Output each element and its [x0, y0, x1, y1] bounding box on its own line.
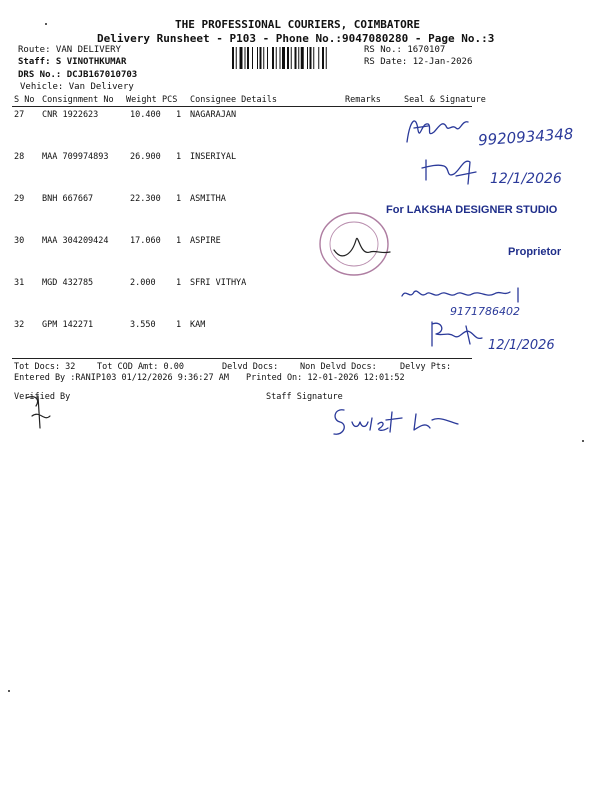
stray-dot [8, 690, 10, 692]
totals-rule [12, 358, 472, 359]
cell-consignee: ASMITHA [190, 194, 226, 204]
cell-weight: 10.400 [130, 110, 161, 120]
drs-number: DRS No.: DCJB167010703 [18, 70, 138, 80]
cell-consignment: MAA 709974893 [42, 152, 109, 162]
cell-pcs: 1 [176, 278, 182, 288]
col-header-seal: Seal & Signature [404, 95, 486, 105]
cell-consignment: GPM 142271 [42, 320, 94, 330]
cell-weight: 22.300 [130, 194, 161, 204]
handwritten-phone-row31: 9171786402 [450, 305, 520, 318]
handwritten-date-row28: 12/1/2026 [490, 171, 562, 187]
cell-sno: 30 [14, 236, 25, 246]
cell-weight: 26.900 [130, 152, 161, 162]
cell-weight: 17.060 [130, 236, 161, 246]
cell-consignee: NAGARAJAN [190, 110, 237, 120]
cell-pcs: 1 [176, 320, 182, 330]
col-header-consignment: Consignment No [42, 95, 114, 105]
header-rule [12, 106, 472, 107]
total-docs: Tot Docs: 32 [14, 362, 76, 372]
cell-weight: 3.550 [130, 320, 156, 330]
stray-dot [45, 23, 47, 25]
cell-consignee: INSERIYAL [190, 152, 237, 162]
handwritten-signature-row27 [402, 110, 482, 150]
handwritten-phone-row27: 9920934348 [477, 124, 574, 150]
staff-label: Staff: S VINOTHKUMAR [18, 57, 127, 67]
stray-dot [582, 440, 584, 442]
route-label: Route: VAN DELIVERY [18, 45, 121, 55]
cell-weight: 2.000 [130, 278, 156, 288]
verified-by-label: Verified By [14, 392, 71, 402]
printed-on: Printed On: 12-01-2026 12:01:52 [246, 373, 405, 383]
stamp-proprietor: Proprietor [508, 246, 562, 258]
cell-sno: 28 [14, 152, 25, 162]
cell-consignment: MGD 432785 [42, 278, 94, 288]
cell-pcs: 1 [176, 194, 182, 204]
col-header-sno: S No [14, 95, 35, 105]
handwritten-signature-row31 [400, 284, 540, 306]
handwritten-signature-row32 [428, 318, 488, 350]
cell-consignment: MAA 304209424 [42, 236, 109, 246]
cell-sno: 27 [14, 110, 25, 120]
company-title: THE PROFESSIONAL COURIERS, COIMBATORE [175, 18, 421, 31]
rs-date: RS Date: 12-Jan-2026 [364, 57, 473, 67]
col-header-remarks: Remarks [345, 95, 381, 105]
handwritten-signature-row28 [420, 150, 490, 190]
cell-consignee: ASPIRE [190, 236, 221, 246]
staff-signature-label: Staff Signature [266, 392, 343, 402]
cell-pcs: 1 [176, 110, 182, 120]
cell-sno: 31 [14, 278, 25, 288]
cell-sno: 32 [14, 320, 25, 330]
col-header-weight: Weight [126, 95, 157, 105]
col-header-consignee: Consignee Details [190, 95, 277, 105]
cell-pcs: 1 [176, 236, 182, 246]
barcode-graphic [232, 47, 360, 69]
cell-consignment: CNR 1922623 [42, 110, 99, 120]
total-cod: Tot COD Amt: 0.00 [97, 362, 184, 372]
rs-number: RS No.: 1670107 [364, 45, 446, 55]
handwritten-date-row32: 12/1/2026 [488, 338, 555, 353]
staff-signature [330, 404, 470, 440]
stamp-company-name: For LAKSHA DESIGNER STUDIO [386, 204, 558, 216]
barcode [232, 47, 360, 69]
delivered-docs: Delvd Docs: [222, 362, 279, 372]
non-delivered-docs: Non Delvd Docs: [300, 362, 377, 372]
cell-consignee: SFRI VITHYA [190, 278, 247, 288]
vehicle-label: Vehicle: Van Delivery [20, 82, 134, 92]
delivery-points: Delvy Pts: [400, 362, 452, 372]
runsheet-subtitle: Delivery Runsheet - P103 - Phone No.:9047080280 - Page No.:3 [97, 32, 495, 45]
entered-by: Entered By :RANIP103 01/12/2026 9:36:27 AM [14, 373, 229, 383]
cell-consignee: KAM [190, 320, 206, 330]
cell-consignment: BNH 667667 [42, 194, 94, 204]
cell-pcs: 1 [176, 152, 182, 162]
cell-sno: 29 [14, 194, 25, 204]
verifier-signature [22, 392, 62, 432]
circular-seal-stamp [316, 210, 396, 280]
col-header-pcs: PCS [162, 95, 178, 105]
